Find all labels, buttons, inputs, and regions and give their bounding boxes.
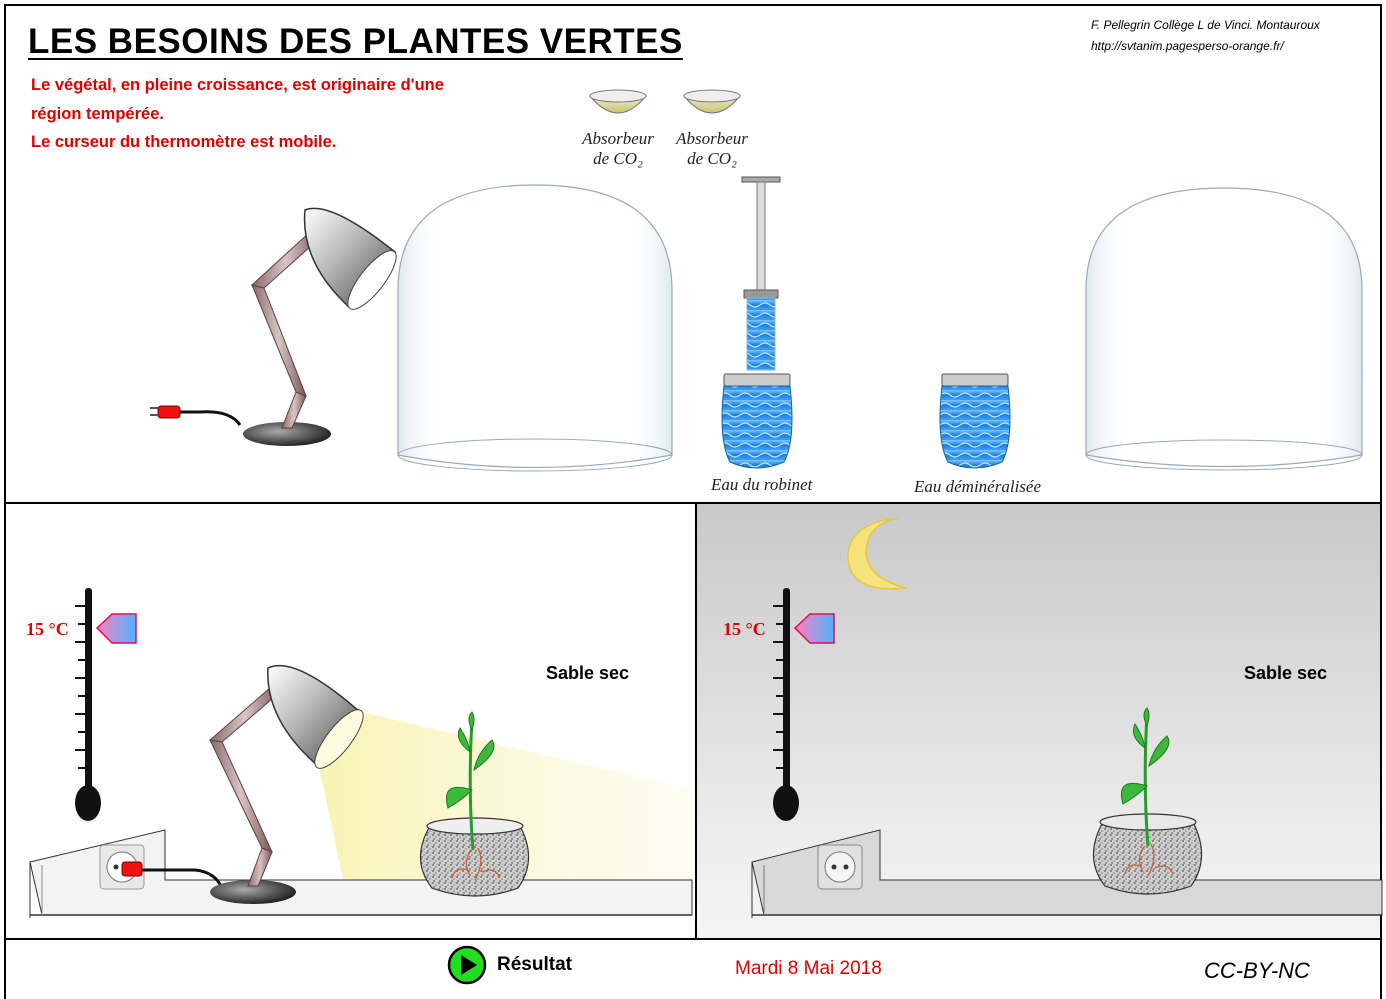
demineralized-water-label: Eau déminéralisée [914,477,1041,496]
date-label: Mardi 8 Mai 2018 [735,958,882,979]
co2-absorber-bowl-icon[interactable] [590,90,646,113]
author-credit: F. Pellegrin Collège L de Vinci. Montauroux [1091,18,1320,32]
thermometer-icon [75,588,101,821]
wall-socket-icon[interactable] [818,845,862,889]
absorber-label-line: Absorbeur [582,129,654,148]
absorber-label [672,129,752,169]
instruction-text: Le curseur du thermomètre est mobile. [31,133,337,151]
page-title: LES BESOINS DES PLANTES VERTES [28,22,683,61]
temperature-readout: 15 °C [723,619,766,639]
demineralized-water-jar-icon[interactable] [940,374,1010,468]
thermometer-icon [773,588,799,821]
thermometer-slider-handle[interactable] [97,614,136,643]
license-label: CC-BY-NC [1204,958,1310,983]
syringe-icon[interactable] [742,177,780,370]
temperature-readout: 15 °C [26,619,69,639]
result-button[interactable] [447,945,572,985]
potted-plant-icon[interactable] [1093,708,1201,894]
absorber-label-line: de CO₂ [593,149,643,168]
moon-icon [848,518,906,589]
instruction-text: région tempérée. [31,105,164,123]
bell-jar-icon[interactable] [1086,188,1362,470]
desk-lamp-icon[interactable] [150,208,404,446]
thermometer-slider-handle[interactable] [795,614,834,643]
tap-water-jar-icon[interactable] [722,374,792,468]
instruction-text: Le végétal, en pleine croissance, est originaire d'une [31,76,444,94]
absorber-label-line: de CO₂ [687,149,737,168]
result-button-label: Résultat [497,954,572,975]
play-icon[interactable] [447,945,487,985]
absorber-label [578,129,658,169]
bell-jar-icon[interactable] [398,185,672,471]
author-url: http://svtanim.pagesperso-orange.fr/ [1091,39,1284,53]
co2-absorber-bowl-icon[interactable] [684,90,740,113]
soil-label: Sable sec [1244,663,1328,683]
absorber-label-line: Absorbeur [676,129,748,148]
tap-water-label: Eau du robinet [711,475,813,494]
soil-label: Sable sec [546,663,630,683]
